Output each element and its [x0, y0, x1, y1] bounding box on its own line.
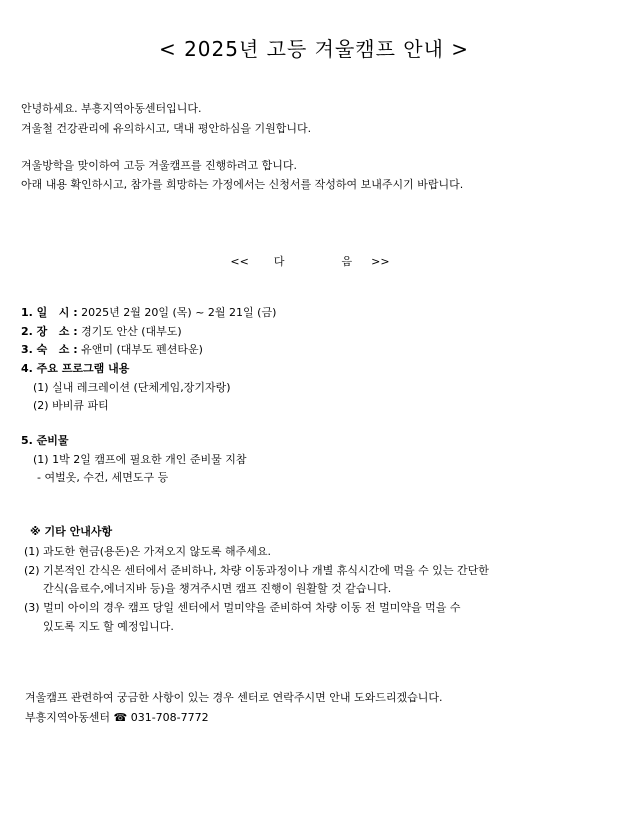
notes-heading: ※ 기타 안내사항 [30, 525, 113, 538]
program-item-2: (2) 바비큐 파티 [33, 399, 109, 412]
page-title: < 2025년 고등 겨울캠프 안내 > [158, 37, 470, 61]
notes-line-2: (2) 기본적인 간식은 센터에서 준비하나, 차량 이동과정이나 개별 휴식시간에 먹을 수 있는 간단한 [24, 564, 489, 577]
intro-line-2: 아래 내용 확인하시고, 참가를 희망하는 가정에서는 신청서를 작성하여 보내주시기 바랍니다. [21, 178, 464, 191]
heading-open: << [230, 255, 249, 268]
phone-icon: ☎ [113, 711, 128, 724]
lodging-label: 3. 숙 소 : [21, 343, 78, 356]
notes-line-1: (1) 과도한 현금(용돈)은 가져오지 않도록 해주세요. [24, 545, 272, 558]
contact-line [25, 710, 209, 725]
notes-line-3: 간식(음료수,에너지바 등)을 챙겨주시면 캠프 진행이 원활할 것 같습니다. [43, 582, 392, 595]
program-item-1: (1) 실내 레크레이션 (단체게임,장기자랑) [33, 381, 231, 394]
place-value: 경기도 안산 (대부도) [81, 325, 182, 338]
center-name: 부흥지역아동센터 [25, 711, 111, 724]
supplies-heading: 5. 준비물 [21, 434, 69, 447]
greeting-line-2: 겨울철 건강관리에 유의하시고, 댁내 평안하심을 기원합니다. [21, 122, 312, 135]
heading-eum: 음 [341, 255, 353, 268]
date-value: 2025년 2월 20일 (목) ~ 2월 21일 (금) [81, 306, 277, 319]
supplies-item-2: - 여벌옷, 수건, 세면도구 등 [37, 471, 169, 484]
detail-lodging [21, 342, 203, 357]
place-label: 2. 장 소 : [21, 325, 78, 338]
greeting-line-1: 안녕하세요. 부흥지역아동센터입니다. [21, 102, 202, 115]
detail-date [21, 305, 276, 320]
date-label: 1. 일 시 : [21, 306, 78, 319]
detail-place [21, 324, 182, 339]
section-heading [0, 253, 620, 269]
heading-close: >> [371, 255, 390, 268]
heading-da: 다 [273, 255, 285, 268]
intro-line-1: 겨울방학을 맞이하여 고등 겨울캠프를 진행하려고 합니다. [21, 159, 298, 172]
lodging-value: 유앤미 (대부도 펜션타운) [81, 343, 203, 356]
supplies-item-1: (1) 1박 2일 캠프에 필요한 개인 준비물 지참 [33, 453, 247, 466]
closing-message: 겨울캠프 관련하여 궁금한 사항이 있는 경우 센터로 연락주시면 안내 도와드리겠습니다. [25, 691, 443, 704]
notes-line-4: (3) 멀미 아이의 경우 캠프 당일 센터에서 멀미약을 준비하여 차량 이동 전 멀미약을 먹을 수 [24, 601, 461, 614]
phone-number: 031-708-7772 [130, 711, 209, 724]
program-heading: 4. 주요 프로그램 내용 [21, 362, 130, 375]
notes-line-5: 있도록 지도 할 예정입니다. [43, 620, 174, 633]
